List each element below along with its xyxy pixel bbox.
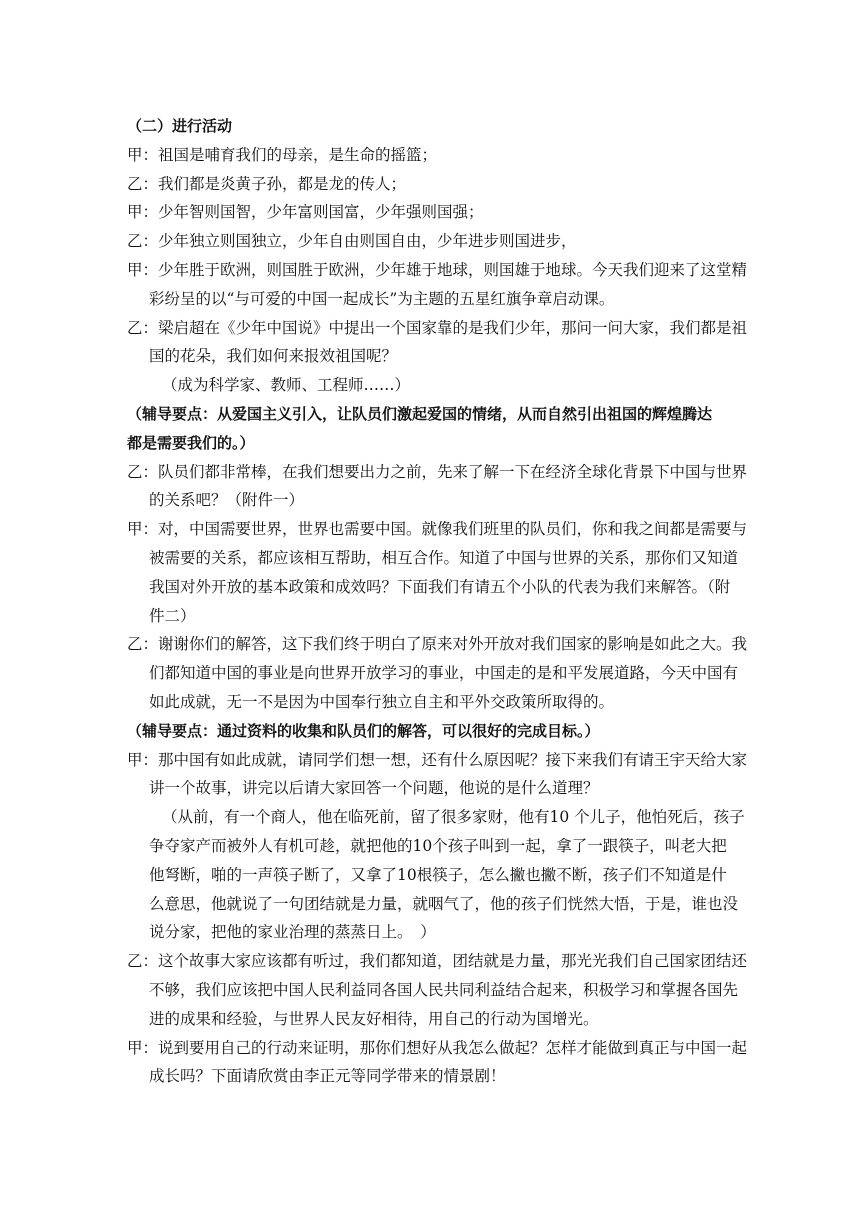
dialogue-line: 甲：祖国是哺育我们的母亲，是生命的摇篮；	[127, 145, 438, 164]
section-heading: （二）进行活动	[127, 117, 233, 135]
dialogue-line: 乙：我们都是炎黄子孙，都是龙的传人；	[127, 174, 407, 193]
dialogue-continuation: 国的花朵，我们如何来报效祖国呢？	[149, 347, 398, 366]
dialogue-continuation: 们都知道中国的事业是向世界开放学习的事业，中国走的是和平发展道路，今天中国有	[149, 664, 739, 683]
dialogue-line: 甲：对，中国需要世界，世界也需要中国。就像我们班里的队员们，你和我之间都是需要与	[127, 520, 748, 539]
dialogue-line: 甲：说到要用自己的行动来证明，那你们想好从我怎么做起？怎样才能做到真正与中国一起	[127, 1038, 748, 1057]
audience-answer: （成为科学家、教师、工程师……）	[162, 376, 411, 395]
story-paragraph: 争夺家产而被外人有机可趁，就把他的10个孩子叫到一起，拿了一跟筷子，叫老大把	[149, 836, 727, 855]
dialogue-line: 乙：队员们都非常棒，在我们想要出力之前，先来了解一下在经济全球化背景下中国与世界	[127, 462, 748, 481]
guidance-note: （辅导要点：通过资料的收集和队员们的解答，可以很好的完成目标。）	[127, 721, 600, 740]
guidance-note: （辅导要点：从爱国主义引入，让队员们激起爱国的情绪，从而自然引出祖国的辉煌腾达	[127, 404, 713, 423]
document-body	[127, 112, 748, 1091]
dialogue-continuation: 进的成果和经验，与世界人民友好相待，用自己的行动为国增光。	[149, 1009, 599, 1028]
dialogue-line: 乙：梁启超在《少年中国说》中提出一个国家靠的是我们少年，那问一问大家，我们都是祖	[127, 318, 748, 337]
dialogue-line: 乙：这个故事大家应该都有听过，我们都知道，团结就是力量，那光光我们自己国家团结还	[127, 952, 748, 971]
dialogue-line: 甲：那中国有如此成就，请同学们想一想，还有什么原因呢？接下来我们有请王宇天给大家	[127, 750, 748, 769]
dialogue-continuation: 成长吗？下面请欣赏由李正元等同学带来的情景剧！	[149, 1067, 506, 1086]
dialogue-continuation: 如此成就，无一不是因为中国奉行独立自主和平外交政策所取得的。	[149, 692, 615, 711]
story-paragraph: （从前，有一个商人，他在临死前，留了很多家财，他有10 个儿子，他怕死后，孩子	[162, 808, 745, 827]
guidance-note-continuation: 都是需要我们的。）	[127, 433, 255, 452]
story-paragraph: 他弩断，啪的一声筷子断了，又拿了10根筷子，怎么撇也撇不断，孩子们不知道是什	[149, 865, 727, 884]
dialogue-line: 甲：少年胜于欧洲，则国胜于欧洲，少年雄于地球，则国雄于地球。今天我们迎来了这堂精	[127, 260, 748, 279]
dialogue-continuation: 我国对外开放的基本政策和成效吗？下面我们有请五个小队的代表为我们来解答。（附	[149, 577, 731, 596]
story-paragraph: 么意思，他就说了一句团结就是力量，就咽气了，他的孩子们恍然大悟，于是，谁也没	[149, 894, 739, 913]
dialogue-continuation: 不够，我们应该把中国人民利益同各国人民共同利益结合起来，积极学习和掌握各国先	[149, 980, 739, 999]
dialogue-continuation: 的关系吧？（附件一）	[149, 491, 305, 510]
story-paragraph: 说分家，把他的家业治理的蒸蒸日上。 ）	[149, 923, 436, 942]
dialogue-continuation: 讲一个故事，讲完以后请大家回答一个问题，他说的是什么道理？	[149, 779, 599, 798]
dialogue-line: 乙：谢谢你们的解答，这下我们终于明白了原来对外开放对我们国家的影响是如此之大。我	[127, 635, 748, 654]
dialogue-line: 甲：少年智则国智，少年富则国富，少年强则国强；	[127, 203, 484, 222]
dialogue-continuation: 被需要的关系，都应该相互帮助，相互合作。知道了中国与世界的关系，那你们又知道	[149, 548, 739, 567]
dialogue-continuation: 件二）	[149, 606, 196, 625]
dialogue-line: 乙：少年独立则国独立，少年自由则国自由，少年进步则国进步，	[127, 232, 577, 251]
dialogue-continuation: 彩纷呈的以“与可爱的中国一起成长”为主题的五星红旗争章启动课。	[149, 289, 615, 308]
